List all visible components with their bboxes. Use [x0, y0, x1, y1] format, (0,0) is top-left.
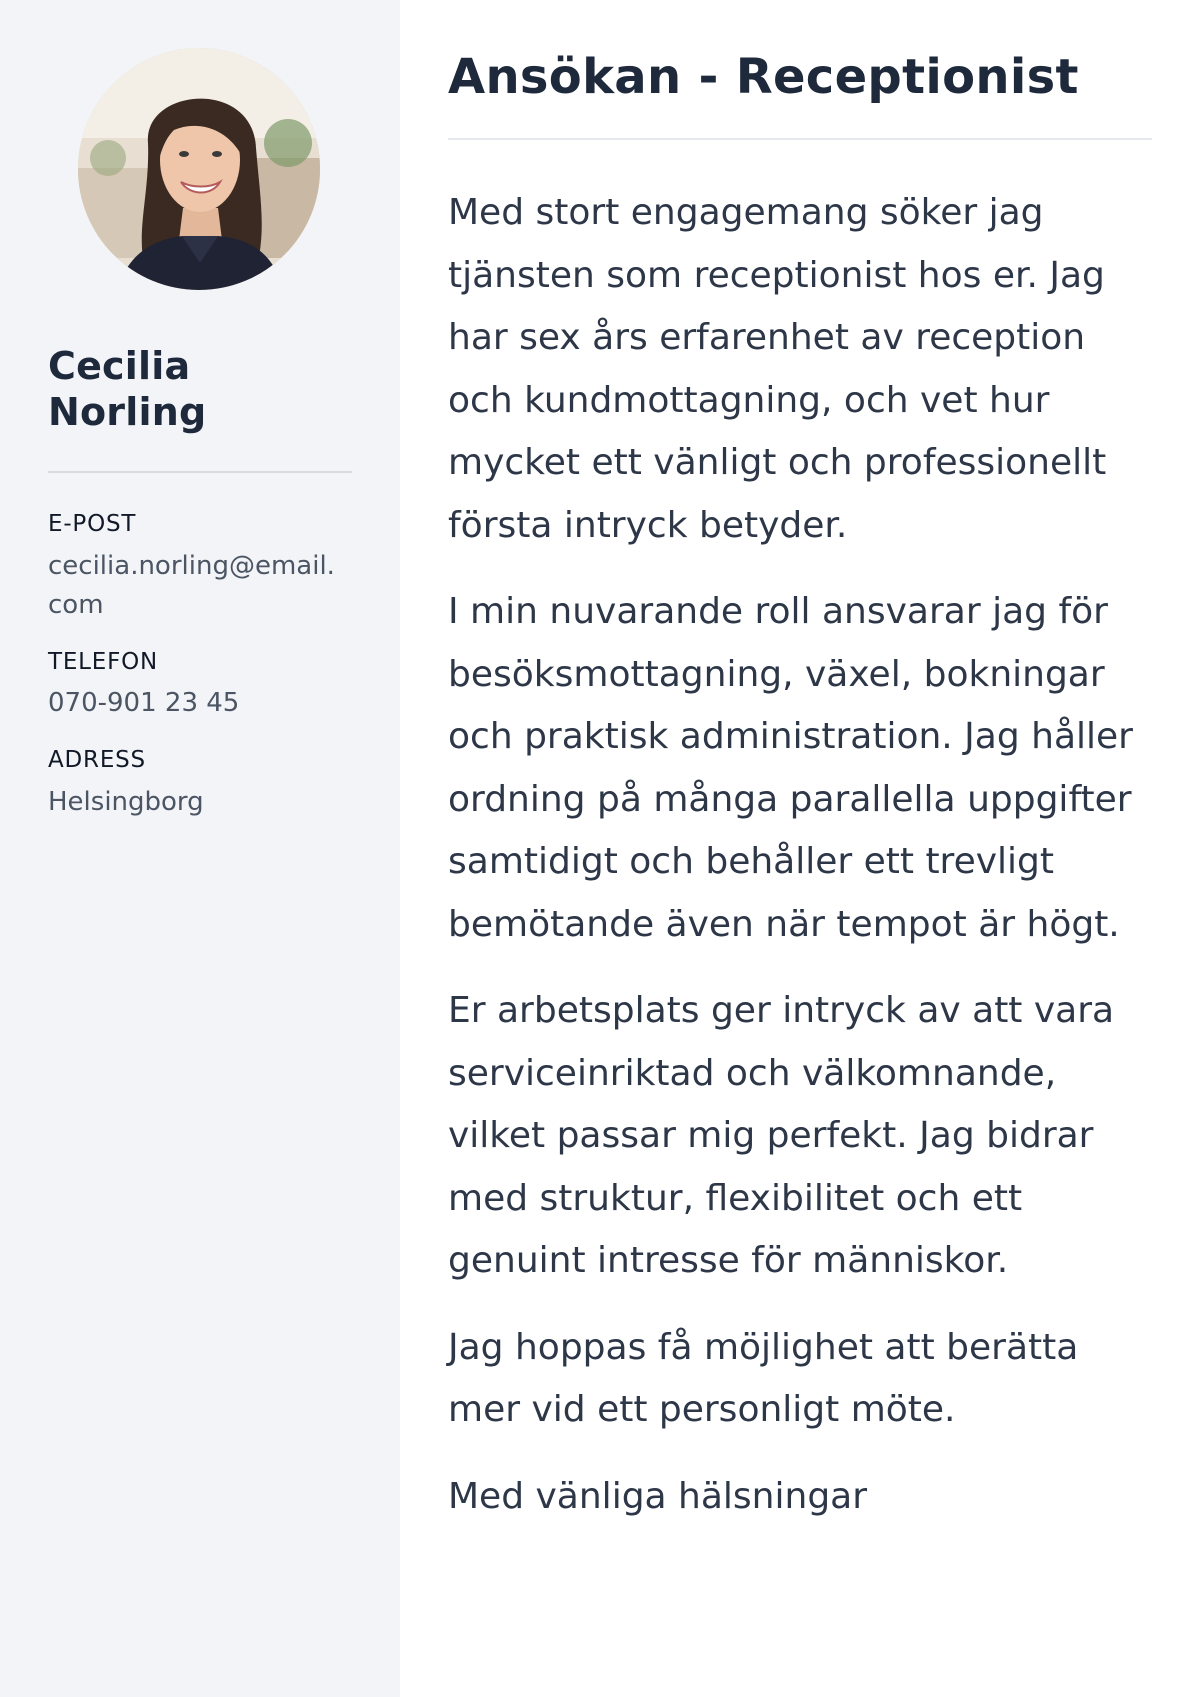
- contact-label: TELEFON: [48, 648, 159, 675]
- phone-value[interactable]: 070-901 23 45: [48, 688, 240, 719]
- email-value[interactable]: cecilia.norling@email.com: [48, 550, 335, 620]
- letter-content: [400, 0, 1200, 1697]
- contact-email: [48, 511, 352, 625]
- contact-phone: [48, 649, 352, 724]
- address-value: Helsingborg: [48, 786, 204, 817]
- applicant-name: Cecilia Norling: [48, 344, 207, 434]
- letter-paragraph: Med stort engagemang söker jag tjänsten som receptionist hos er. Jag har sex års erfarenhet av reception och kundmottagning, och vet hur mycket ett vänligt och professionellt första intryck betyder.: [448, 192, 1107, 546]
- letter-paragraph: I min nuvarande roll ansvarar jag för besöksmottagning, växel, bokningar och praktisk administration. Jag håller ordning på många parallella uppgifter samtidigt och behåller ett trevligt bemötande även när tempot är högt.: [448, 591, 1133, 945]
- letter-paragraph: Er arbetsplats ger intryck av att vara serviceinriktad och välkomnande, vilket passar mig perfekt. Jag bidrar med struktur, flexibilitet och ett genuint intresse för människor.: [448, 990, 1115, 1282]
- letter-title: Ansökan - Receptionist: [448, 49, 1079, 105]
- letter-paragraph: Jag hoppas få möjlighet att berätta mer vid ett personligt möte.: [448, 1326, 1079, 1431]
- avatar: [78, 48, 320, 290]
- contact-label: ADRESS: [48, 747, 146, 774]
- sidebar-divider: [48, 471, 352, 473]
- letter-body: [448, 182, 1156, 1528]
- contact-address: [48, 747, 352, 822]
- portrait-photo-icon: [78, 48, 320, 290]
- contact-label: E-POST: [48, 511, 137, 538]
- letter-closing: Med vänliga hälsningar: [448, 1475, 868, 1517]
- sidebar: [0, 0, 400, 1697]
- contact-list: [48, 511, 352, 822]
- title-divider: [448, 138, 1152, 140]
